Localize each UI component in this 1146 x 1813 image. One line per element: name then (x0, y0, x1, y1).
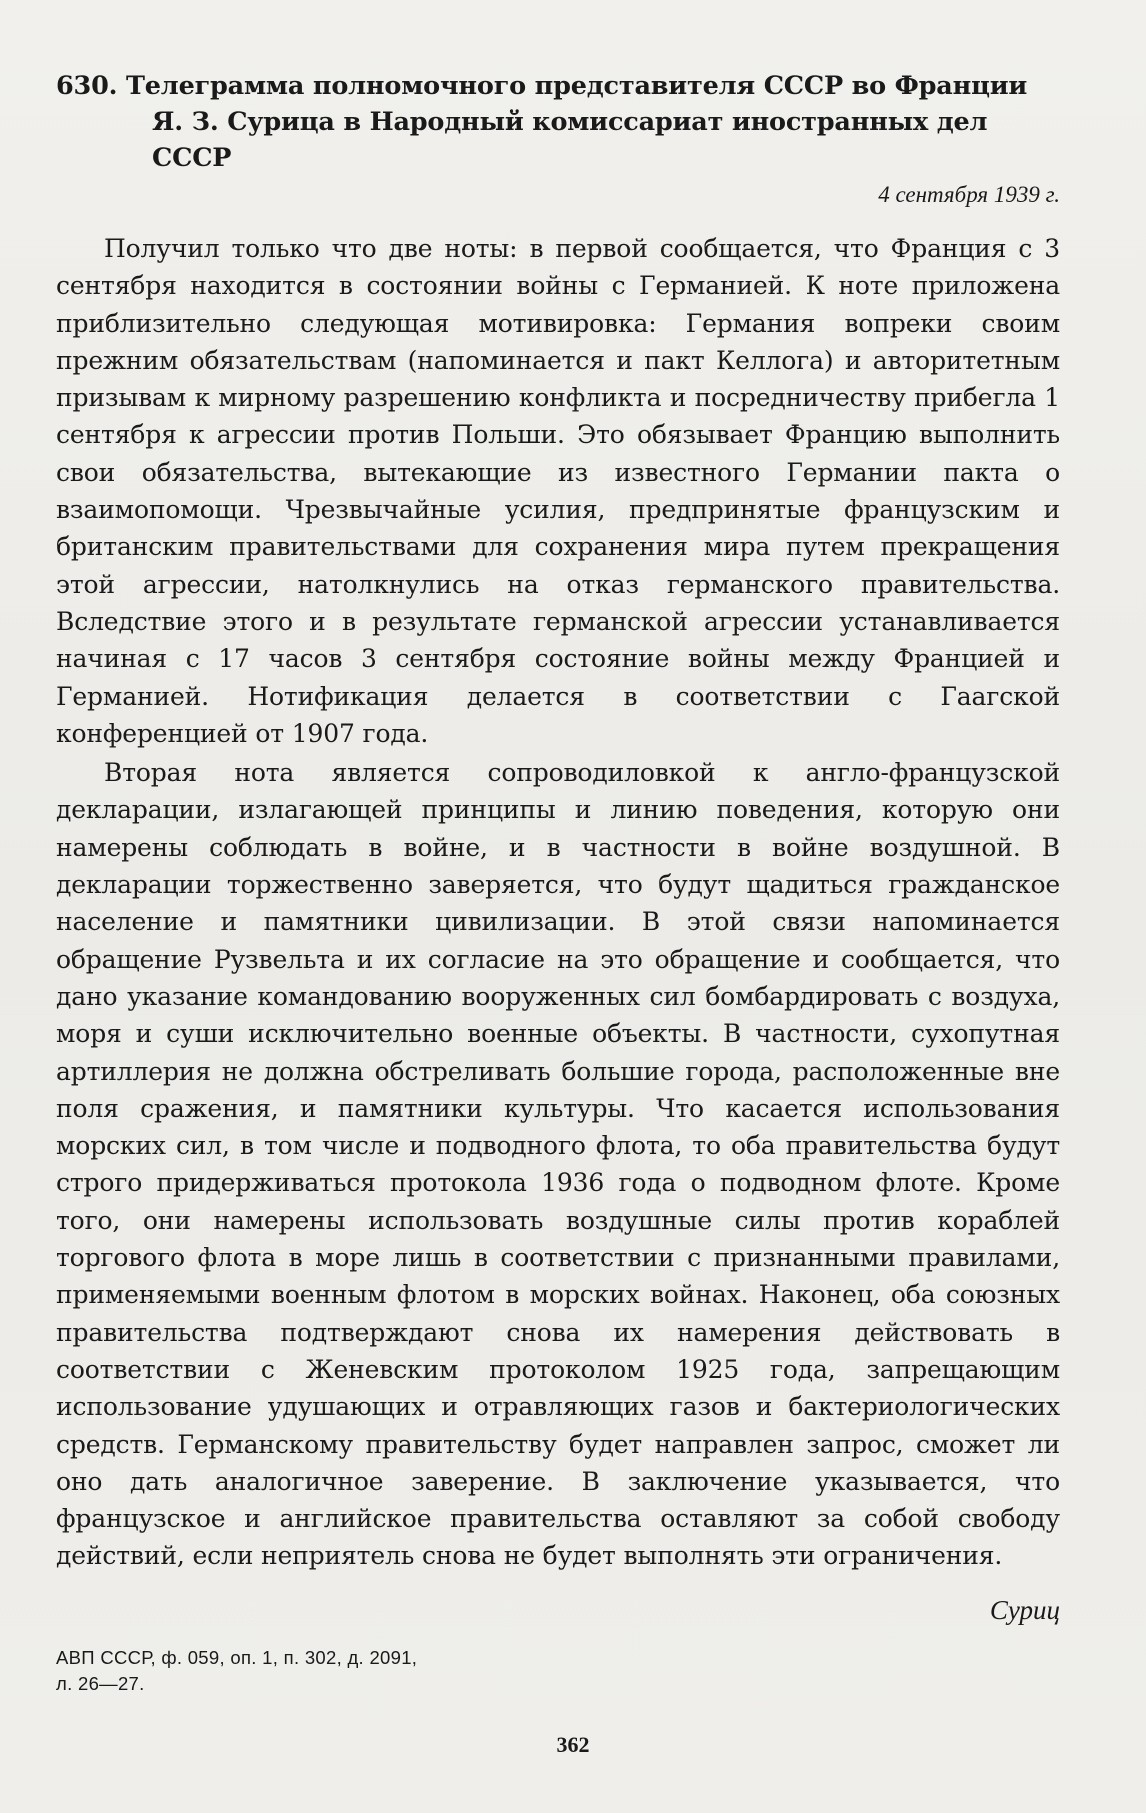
archive-reference-line-2: л. 26—27. (56, 1672, 145, 1694)
title-line-2: Я. З. Сурица в Народный комиссариат иностранных дел СССР (152, 107, 988, 173)
archive-reference (56, 1645, 1060, 1697)
page-number: 362 (556, 1732, 590, 1757)
document-title (56, 68, 1060, 176)
signature: Суриц (989, 1594, 1060, 1625)
archive-reference-line-1: АВП СССР, ф. 059, оп. 1, п. 302, д. 2091, (56, 1646, 418, 1668)
document-content (56, 68, 1060, 1697)
paragraph-1: Получил только что две ноты: в первой сообщается, что Франция с 3 сентября находится в состоянии войны с Германией. К ноте приложена приблизительно следующая мотивировка: Германия вопреки своим прежним обязательствам (напоминается и пакт Келлога) и авторитетным призывам к мирному разрешению конфликта и посредничеству прибегла 1 сентября к агрессии против Польши. Это обязывает Францию выполнить свои обязательства, вытекающие из известного Германии пакта о взаимопомощи. Чрезвычайные усилия, предпринятые французским и британским правительствами для сохранения мира путем прекращения этой агрессии, натолкнулись на отказ германского правительства. Вследствие этого и в результате германской агрессии устанавливается начиная с 17 часов 3 сентября состояние войны между Францией и Германией. Нотификация делается в соответствии с Гаагской конференцией от 1907 года. (56, 234, 1060, 748)
title-line-1: 630. Телеграмма полномочного представителя СССР во Франции (56, 71, 1028, 101)
document-date: 4 сентября 1939 г. (878, 182, 1060, 207)
paragraph-2: Вторая нота является сопроводиловкой к англо-французской декларации, излагающей принципы и линию поведения, которую они намерены соблюдать в войне, и в частности в войне воздушной. В декларации торжественно заверяется, что будут щадиться гражданское население и памятники цивилизации. В этой связи напоминается обращение Рузвельта и их согласие на это обращение и сообщается, что дано указание командованию вооруженных сил бомбардировать с воздуха, моря и суши исключительно военные объекты. В частности, сухопутная артиллерия не должна обстреливать большие города, расположенные вне поля сражения, и памятники культуры. Что касается использования морских сил, в том числе и подводного флота, то оба правительства будут строго придерживаться протокола 1936 года о подводном флоте. Кроме того, они намерены использовать воздушные силы против кораблей торгового флота в море лишь в соответствии с признанными правилами, применяемыми военным флотом в морских войнах. Наконец, оба союзных правительства подтверждают снова их намерения действовать в соответствии с Женевским протоколом 1925 года, запрещающим использование удушающих и отравляющих газов и бактериологических средств. Германскому правительству будет направлен запрос, сможет ли оно дать аналогичное заверение. В заключение указывается, что французское и английское правительства оставляют за собой свободу действий, если неприятель снова не будет выполнять эти ограничения. (56, 758, 1060, 1571)
